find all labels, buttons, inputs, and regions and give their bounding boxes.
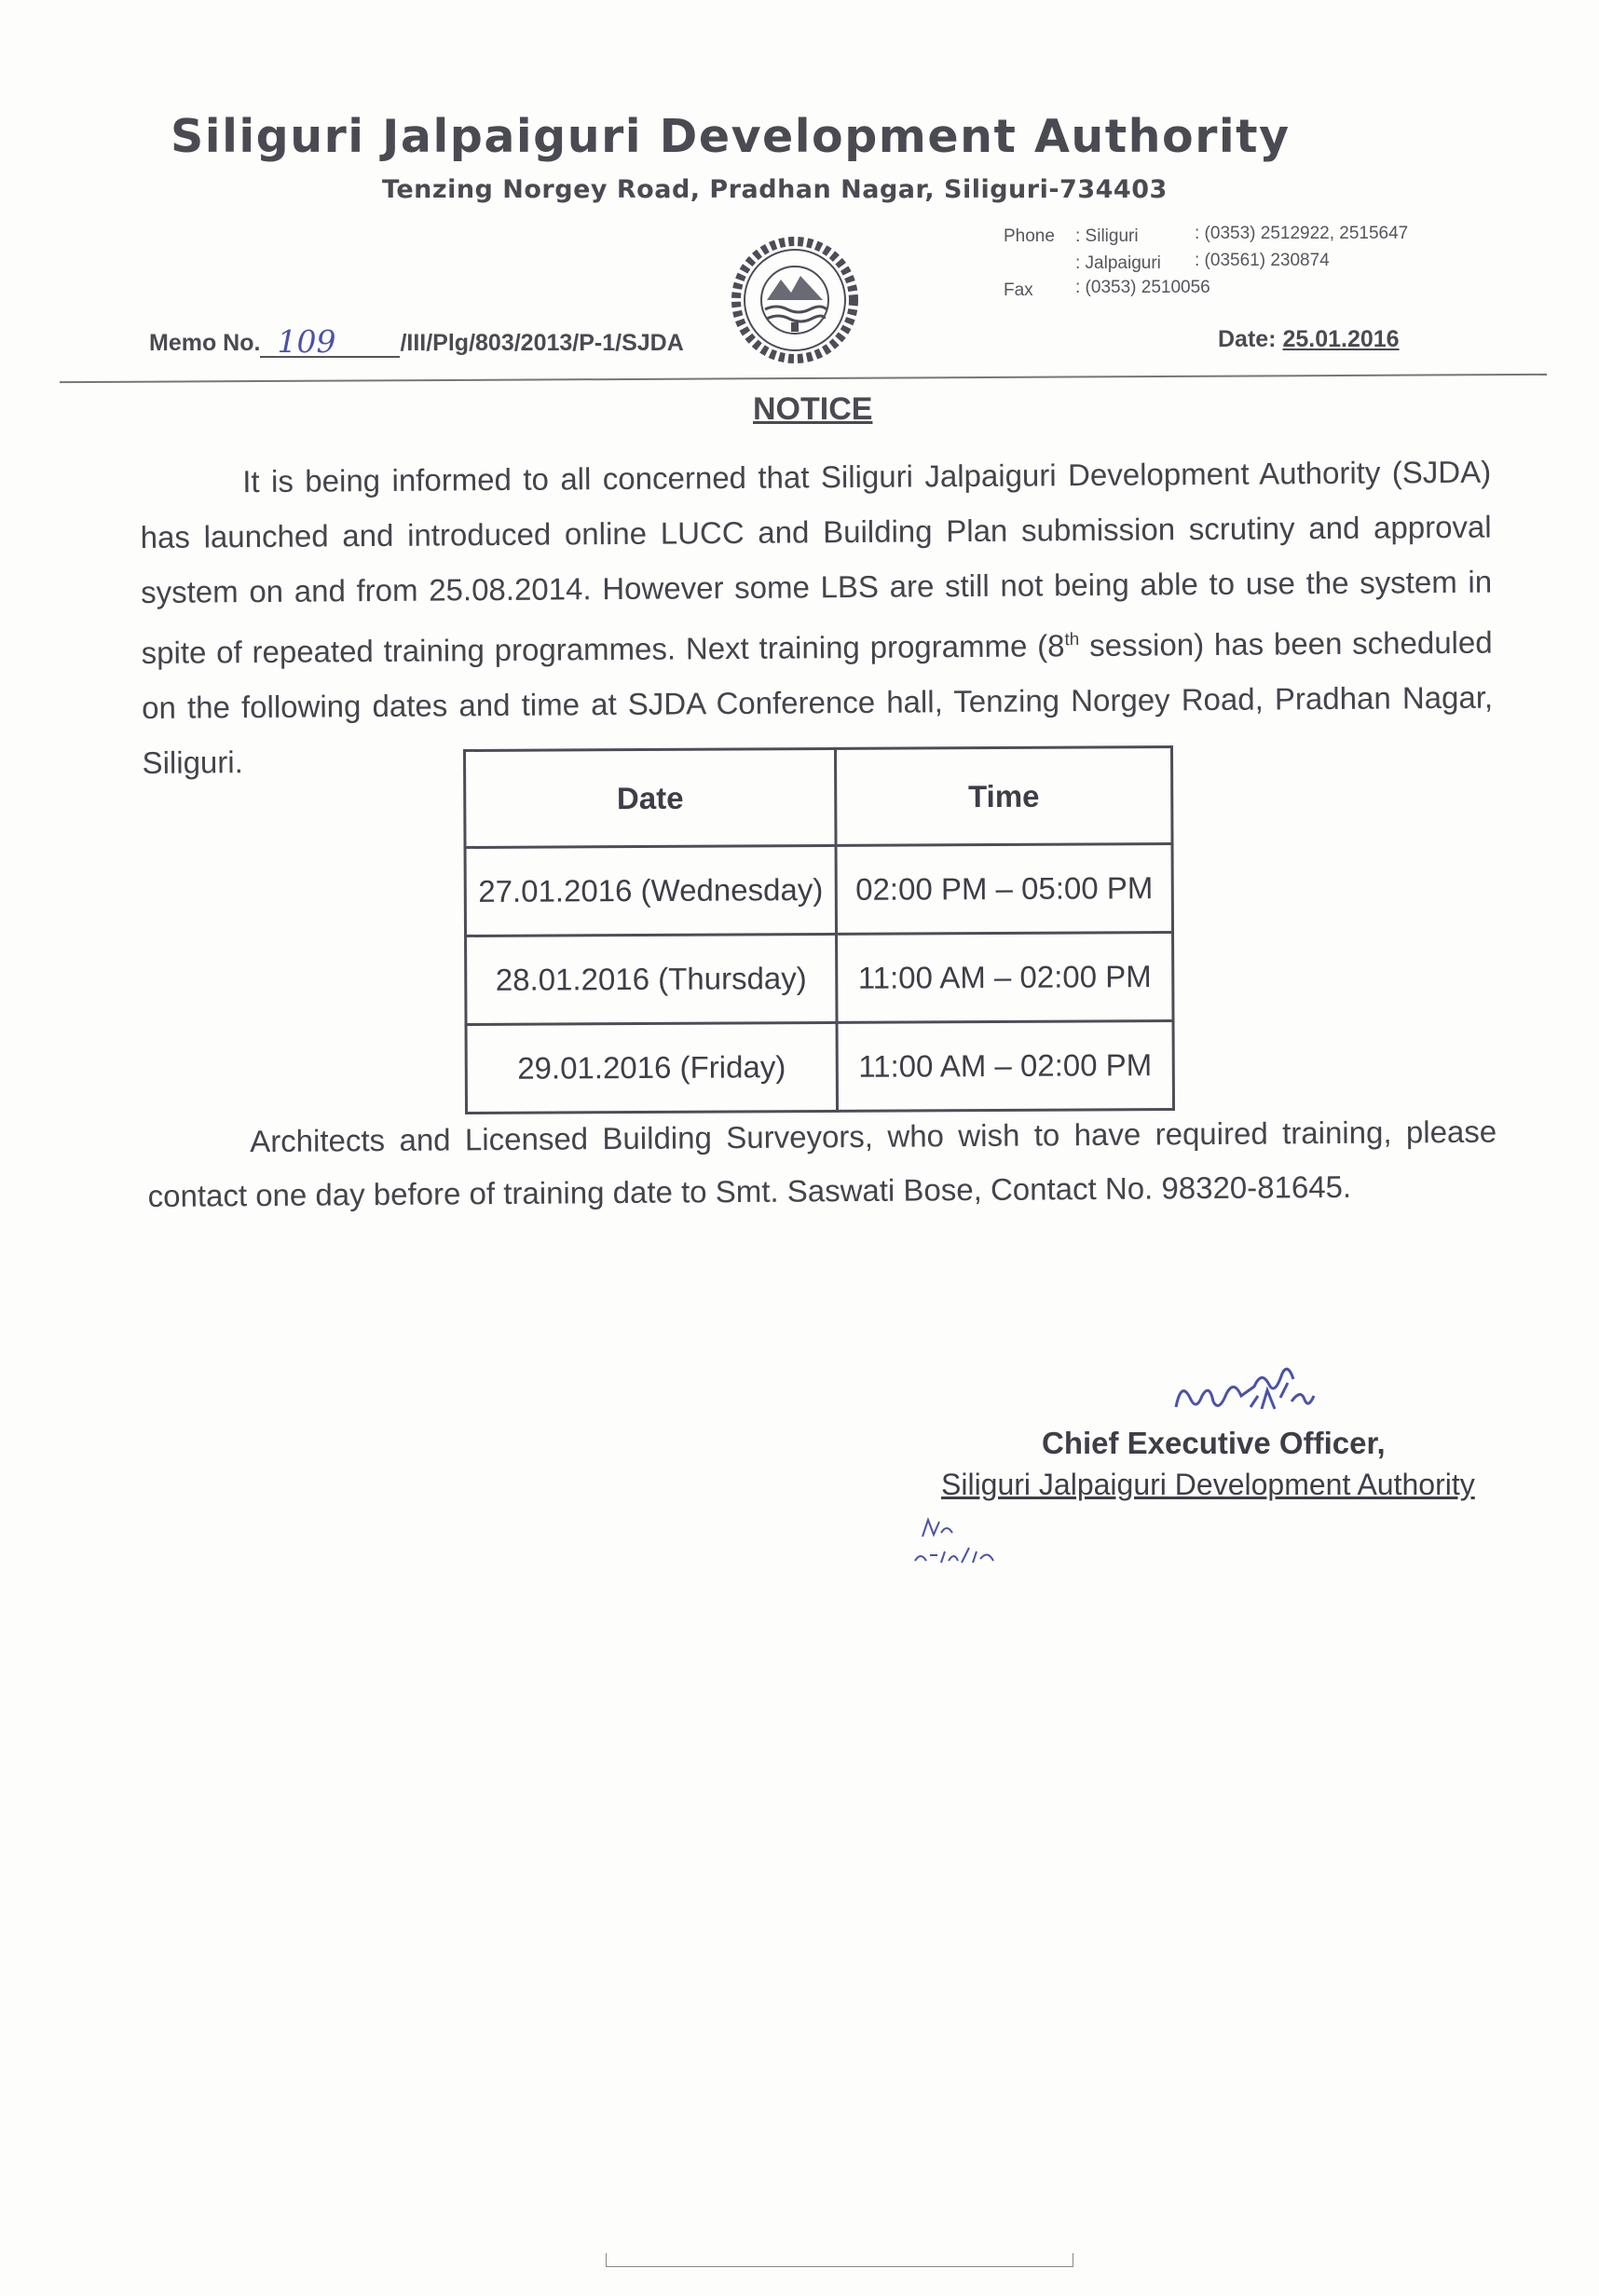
notice-paragraph-1 [140, 444, 1494, 790]
schedule-time-cell: 11:00 AM – 02:00 PM [837, 1021, 1173, 1112]
organization-name: Siliguri Jalpaiguri Development Authority [171, 110, 1291, 163]
memo-line [149, 323, 684, 360]
date-column-header: Date [464, 748, 836, 847]
date-value: 25.01.2016 [1282, 326, 1400, 352]
memo-label: Memo No. [149, 330, 261, 356]
phone-siliguri-label: : Siliguri [1075, 226, 1139, 246]
officer-organization: Siliguri Jalpaiguri Development Authority [941, 1468, 1475, 1501]
handwritten-initial [913, 1514, 1016, 1570]
ordinal-suffix: th [1064, 630, 1080, 650]
fax-label: Fax [1004, 280, 1033, 300]
table-row [466, 1021, 1173, 1114]
header-divider [60, 374, 1547, 383]
scan-edge-mark [606, 2253, 1073, 2267]
table-header-row [464, 747, 1172, 848]
phone-jalpaiguri-value: : (03561) 230874 [1195, 251, 1330, 270]
notice-title: NOTICE [753, 391, 873, 427]
officer-title: Chief Executive Officer, [1042, 1426, 1386, 1460]
phone-siliguri-value: : (0353) 2512922, 2515647 [1195, 224, 1409, 243]
memo-date [1218, 326, 1400, 353]
schedule-date-cell: 28.01.2016 (Thursday) [466, 934, 837, 1024]
table-row [465, 844, 1172, 936]
memo-reference: /III/Plg/803/2013/P-1/SJDA [400, 330, 684, 356]
organization-address: Tenzing Norgey Road, Pradhan Nagar, Siliguri-734403 [382, 175, 1168, 204]
notice-paragraph-1-start: It is being informed to all concerned that Siliguri Jalpaiguri Development Authority (SJDA) has launched and introduced online LUCC and Building Plan submission scrutiny and approval system on and from 25.08.2014. However some LBS are still not being able to use the system in spite of repeated training programmes. Next training programme (8 [140, 454, 1493, 670]
phone-jalpaiguri-label: : Jalpaiguri [1075, 253, 1161, 273]
handwritten-signature [1165, 1342, 1332, 1426]
phone-label: Phone [1004, 226, 1055, 246]
schedule-date-cell: 27.01.2016 (Wednesday) [465, 845, 836, 936]
schedule-time-cell: 02:00 PM – 05:00 PM [836, 844, 1172, 935]
sjda-seal-logo [730, 235, 860, 365]
schedule-date-cell: 29.01.2016 (Friday) [466, 1022, 837, 1113]
notice-paragraph-2: Architects and Licensed Building Surveyors, who wish to have required training, please contact one day before of training date to Smt. Saswati Bose, Contact No. 98320-81645. [147, 1114, 1497, 1213]
fax-value: : (0353) 2510056 [1075, 278, 1210, 297]
date-label: Date: [1218, 326, 1277, 352]
time-column-header: Time [835, 747, 1172, 846]
memo-number-handwritten: 109 [260, 328, 400, 358]
schedule-time-cell: 11:00 AM – 02:00 PM [837, 933, 1173, 1023]
training-schedule-table [463, 745, 1175, 1114]
table-row [466, 933, 1173, 1025]
notice-paragraph-1-end: session) has been scheduled on the following dates and time at SJDA Conference hall, Tenzing Norgey Road, Pradhan Nagar, Siliguri. [141, 624, 1494, 780]
